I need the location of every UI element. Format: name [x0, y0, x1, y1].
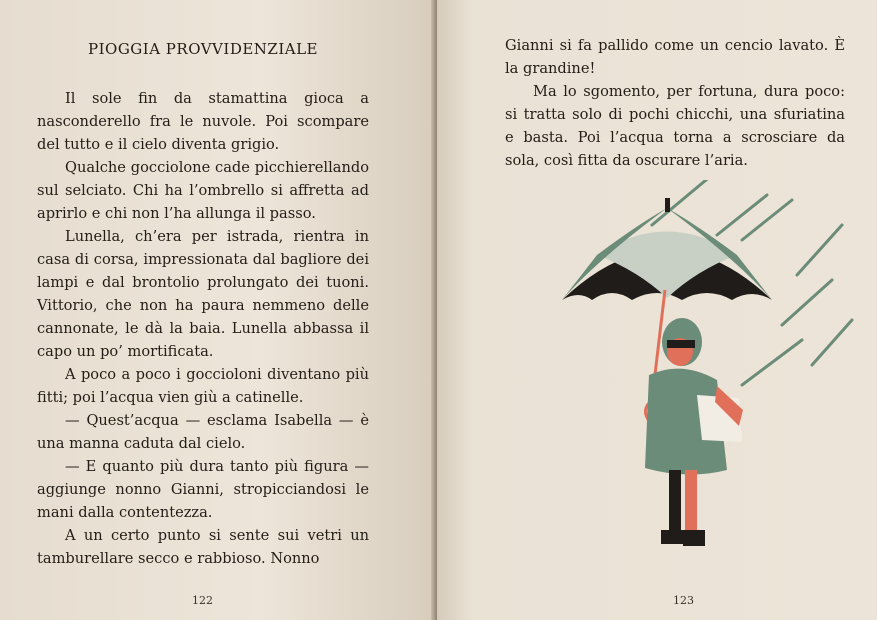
- page-number: 122: [192, 594, 213, 607]
- paragraph: Lunella, ch’era per istrada, rientra in casa di corsa, impressionata dal bagliore dei lampi e dal brontolio prolungato dei tuoni. Vittorio, che non ha paura nemmeno delle cannonate, le dà la baia. Lunella abbassa il capo un po’ mortificata.: [37, 228, 369, 360]
- paragraph: — E quanto più dura tanto più figura — aggiunge nonno Gianni, stropicciandosi le mani dalla contentezza.: [37, 458, 369, 521]
- right-page: [437, 0, 877, 620]
- chapter-title: PIOGGIA PROVVIDENZIALE: [88, 40, 319, 58]
- paragraph: Gianni si fa pallido come un cencio lavato. È la grandine!: [505, 37, 845, 77]
- paragraph: A poco a poco i goccioloni diventano più fitti; poi l’acqua vien giù a catinelle.: [37, 366, 369, 406]
- child-figure-icon: [645, 318, 743, 546]
- paragraph: A un certo punto si sente sui vetri un tamburellare secco e rabbioso. Nonno: [37, 527, 369, 567]
- paragraph: Qualche gocciolone cade picchierellando sul selciato. Chi ha l’ombrello si affretta ad aprirlo e chi non l’ha allunga il passo.: [37, 159, 369, 222]
- page-number: 123: [673, 594, 694, 607]
- right-page-text: [505, 34, 845, 172]
- child-with-umbrella-illustration: [557, 180, 867, 580]
- left-page: [0, 0, 437, 620]
- left-page-text: [37, 87, 369, 570]
- paragraph: Il sole fin da stamattina gioca a nasconderello fra le nuvole. Poi scompare del tutto e il cielo diventa grigio.: [37, 90, 369, 153]
- paragraph: Ma lo sgomento, per fortuna, dura poco: si tratta solo di pochi chicchi, una sfuriatina e basta. Poi l’acqua torna a scrosciare da sola, così fitta da oscurare l’aria.: [505, 83, 845, 169]
- paragraph: — Quest’acqua — esclama Isabella — è una manna caduta dal cielo.: [37, 412, 369, 452]
